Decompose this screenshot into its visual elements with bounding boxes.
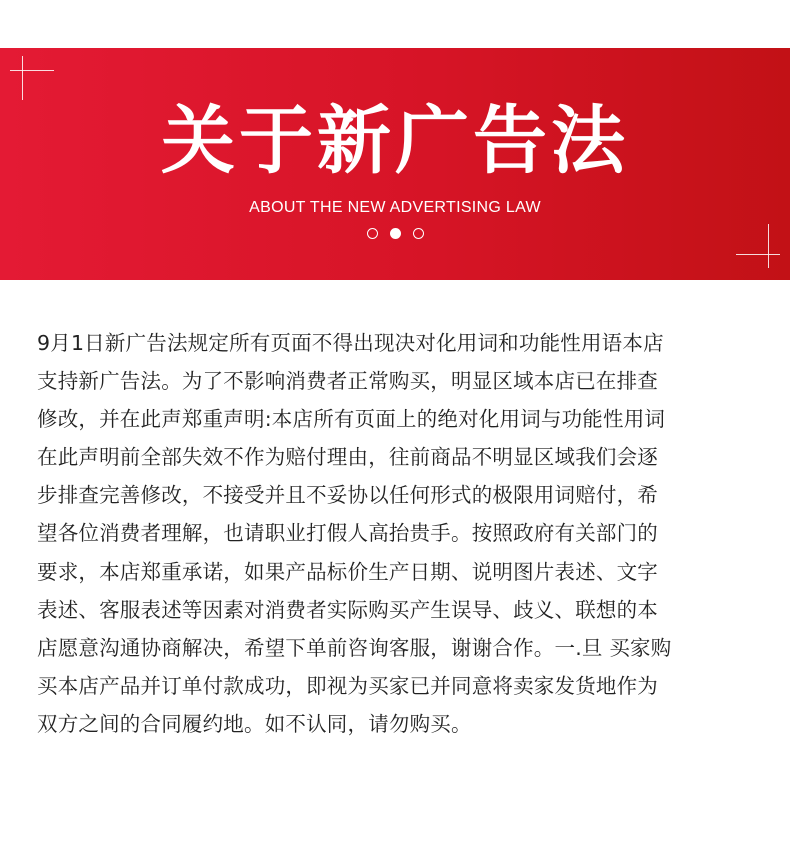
page-subtitle: ABOUT THE NEW ADVERTISING LAW (249, 199, 541, 216)
indicator-dot (413, 228, 424, 239)
notice-line: 步排查完善修改，不接受并且不妥协以任何形式的极限用词赔付，希 (37, 483, 658, 508)
notice-line: 表述、客服表述等因素对消费者实际购买产生误导、歧义、联想的本 (37, 597, 658, 622)
page-title: 关于新广告法 (161, 98, 629, 184)
notice-text (37, 324, 759, 743)
page-indicator (0, 228, 790, 239)
indicator-dot (367, 228, 378, 239)
notice-line: 支持新广告法。为了不影响消费者正常购买，明显区域本店已在排查 (37, 369, 658, 394)
notice-line: 双方之间的合同履约地。如不认同，请勿购买。 (37, 711, 472, 736)
notice-line: 店愿意沟通协商解决，希望下单前咨询客服，谢谢合作。一.旦 买家购 (37, 635, 672, 660)
notice-line: 修改，并在此声郑重声明:本店所有页面上的绝对化用词与功能性用词 (37, 407, 666, 432)
header-banner (0, 48, 790, 280)
corner-decoration-top-left (10, 56, 54, 100)
notice-line: 买本店产品并订单付款成功，即视为买家已并同意将卖家发货地作为 (37, 673, 658, 698)
notice-line: 在此声明前全部失效不作为赔付理由，往前商品不明显区域我们会逐 (37, 445, 658, 470)
notice-line: 9月1日新广告法规定所有页面不得出现决对化用词和功能性用语本店 (37, 331, 664, 355)
notice-line: 要求，本店郑重承诺，如果产品标价生产日期、说明图片表述、文字 (37, 559, 658, 584)
indicator-dot (390, 228, 401, 239)
notice-line: 望各位消费者理解，也请职业打假人高抬贵手。按照政府有关部门的 (37, 521, 658, 546)
